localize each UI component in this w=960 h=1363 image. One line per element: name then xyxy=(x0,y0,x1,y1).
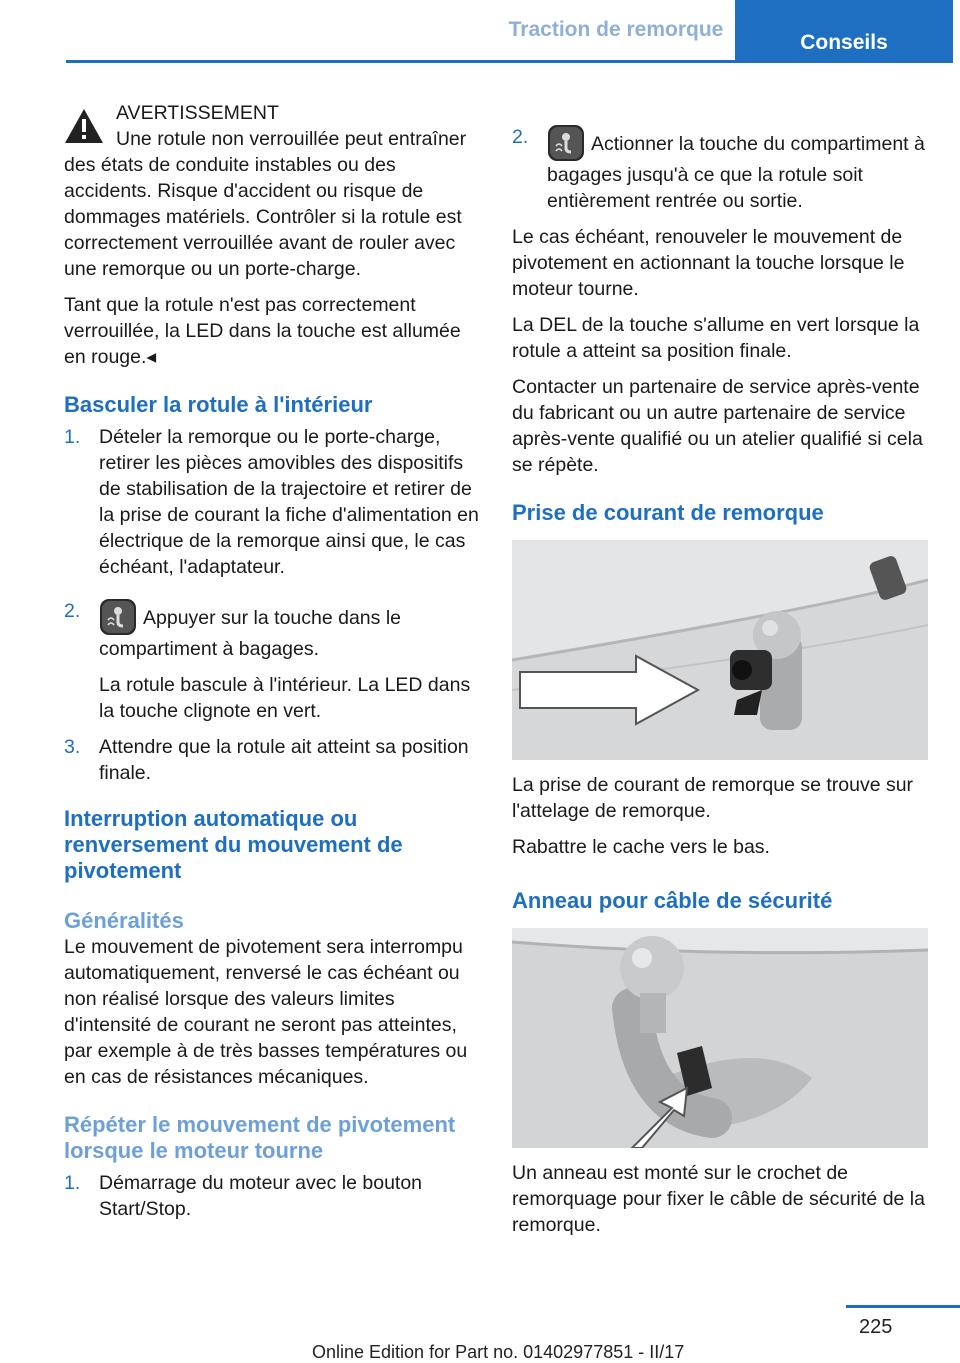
warning-line1: Une rotule non verrouillée peut entraîner xyxy=(116,128,467,150)
left-column xyxy=(64,100,484,1232)
step-subtext: La rotule bascule à l'intérieur. La LED dans la touche clignote en vert. xyxy=(99,674,471,722)
step-text: Dételer la remorque ou le porte-charge, retirer les pièces amovibles des dispositifs de stabilisation de la trajectoire et retirer de la prise de courant la fiche d'alimentation en électrique de la remorque ainsi que, le cas échéant, l'adaptateur. xyxy=(99,426,479,578)
figure-trailer-socket xyxy=(512,540,928,760)
paragraph: Contacter un partenaire de service après-vente du fabricant ou un autre partenaire de service après-vente qualifié ou un atelier qualifié si cela se répète. xyxy=(512,376,923,476)
trailer-socket-illustration xyxy=(512,540,928,760)
warning-triangle-icon xyxy=(64,108,104,144)
tow-hitch-key-icon xyxy=(547,124,585,162)
paragraph: Le cas échéant, renouveler le mouvement de pivotement en actionnant la touche lorsque le moteur tourne. xyxy=(512,226,905,300)
socket-text: La prise de courant de remorque se trouve sur l'attelage de remorque. xyxy=(512,774,914,822)
page-header xyxy=(0,0,960,64)
step-number: 2. xyxy=(64,600,81,622)
warning-text: des états de conduite instables ou des accidents. Risque d'accident ou risque de dommages matériels. Contrôler si la rotule est correctement verrouillée avant de rouler avec une remorque ou un porte-charge. xyxy=(64,154,462,280)
step-text: Démarrage du moteur avec le bouton Start/Stop. xyxy=(99,1172,423,1220)
step-number: 3. xyxy=(64,736,81,758)
list-item xyxy=(512,124,928,214)
edition-note: Online Edition for Part no. 01402977851 - II/17 xyxy=(312,1342,685,1362)
step-text: Attendre que la rotule ait atteint sa position finale. xyxy=(99,736,469,784)
warning-block xyxy=(64,100,484,282)
ring-text: Un anneau est monté sur le crochet de remorquage pour fixer le câble de sécurité de la remorque. xyxy=(512,1162,925,1236)
safety-ring-illustration xyxy=(512,928,928,1148)
header-tab: Conseils xyxy=(735,0,953,63)
steps-continued xyxy=(512,124,928,214)
step-text: Actionner la touche du compartiment à bagages jusqu'à ce que la rotule soit entièrement rentrée ou sortie. xyxy=(547,133,925,212)
subheading-repeat: Répéter le mouvement de pivotement lorsque le moteur tourne xyxy=(64,1112,456,1163)
socket-text: Rabattre le cache vers le bas. xyxy=(512,836,770,858)
subheading-general: Généralités xyxy=(64,908,184,933)
section-heading-ring: Anneau pour câble de sécurité xyxy=(512,888,833,913)
section-heading-interruption: Interruption automatique ou renversement du mouvement de pivotement xyxy=(64,806,403,883)
page-number: 225 xyxy=(859,1316,893,1338)
led-note: Tant que la rotule n'est pas correctement verrouillée, la LED dans la touche est allumée en rouge.◂ xyxy=(64,294,461,368)
list-item xyxy=(64,734,484,786)
right-column xyxy=(512,124,928,1248)
warning-title: AVERTISSEMENT xyxy=(116,102,279,124)
section-heading-socket: Prise de courant de remorque xyxy=(512,500,824,525)
tow-hitch-key-icon xyxy=(99,598,137,636)
paragraph: La DEL de la touche s'allume en vert lorsque la rotule a atteint sa position finale. xyxy=(512,314,920,362)
steps-repeat xyxy=(64,1170,484,1222)
step-text: Appuyer sur la touche dans le compartiment à bagages. xyxy=(99,607,401,660)
step-number: 1. xyxy=(64,1172,81,1194)
header-rule xyxy=(66,60,952,63)
section-heading-swing-in: Basculer la rotule à l'intérieur xyxy=(64,392,373,417)
list-item xyxy=(64,598,484,724)
steps-swing-in xyxy=(64,424,484,786)
general-text: Le mouvement de pivotement sera interrompu automatiquement, renversé le cas échéant ou non réalisé lorsque des valeurs limites d'intensité de courant ne seront pas atteintes, par exemple à de très basses températures ou en cas de résistances mécaniques. xyxy=(64,936,468,1088)
list-item xyxy=(64,424,484,580)
step-number: 2. xyxy=(512,126,529,148)
figure-safety-ring xyxy=(512,928,928,1148)
header-section-title: Traction de remorque xyxy=(508,18,724,41)
footer-rule xyxy=(846,1305,960,1308)
list-item xyxy=(64,1170,484,1222)
step-number: 1. xyxy=(64,426,81,448)
